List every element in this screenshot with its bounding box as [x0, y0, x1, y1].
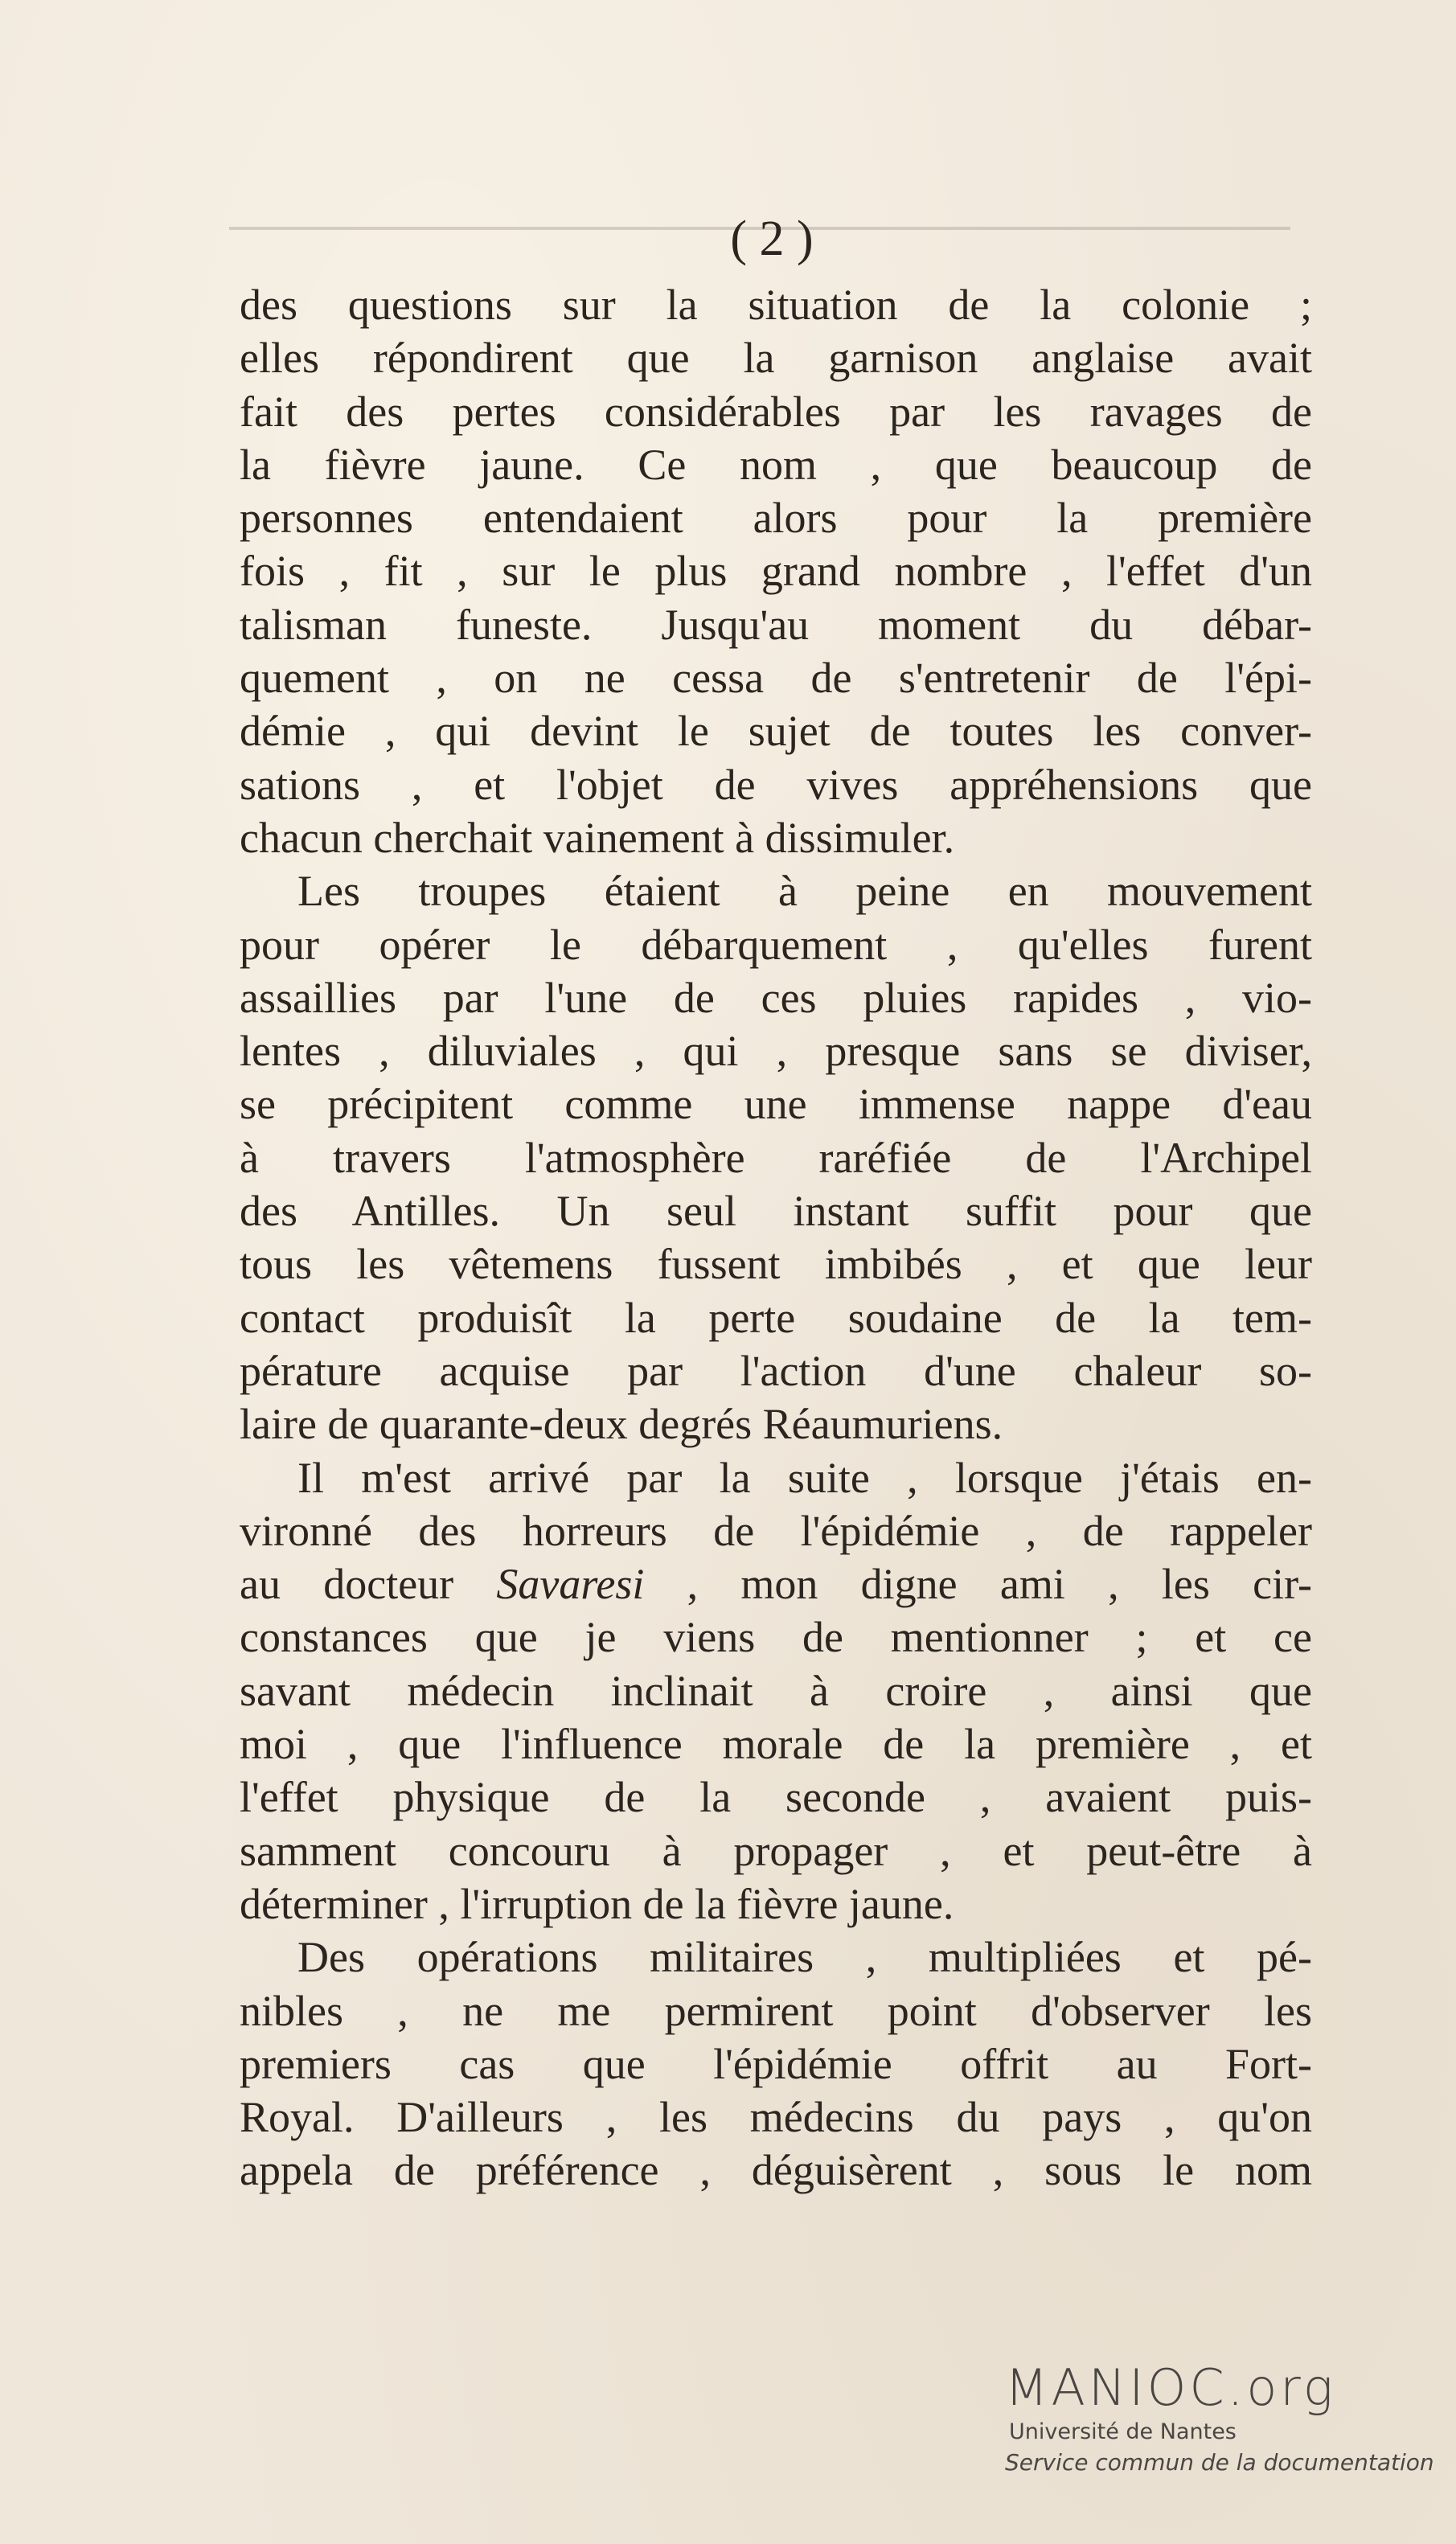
text-line: moi , que l'influence morale de la première , et [240, 1720, 1312, 1769]
text-line: savant médecin inclinait à croire , ainsi que [240, 1666, 1312, 1715]
text-line: nibles , ne me permirent point d'observer les [240, 1986, 1312, 2035]
text-fragment: au docteur [240, 1560, 497, 1609]
text-line: démie , qui devint le sujet de toutes les conver- [240, 707, 1312, 756]
text-line: laire de quarante-deux degrés Réaumuriens. [240, 1400, 1003, 1449]
text-line: Il m'est arrivé par la suite , lorsque j'étais en- [297, 1453, 1312, 1502]
text-line: Des opérations militaires , multipliées et pé- [297, 1933, 1312, 1982]
text-line: quement , on ne cessa de s'entretenir de l'épi- [240, 654, 1312, 703]
text-line: Les troupes étaient à peine en mouvement [297, 867, 1312, 916]
text-line: des Antilles. Un seul instant suffit pour que [240, 1187, 1312, 1236]
text-line: déterminer , l'irruption de la fièvre jaune. [240, 1879, 954, 1928]
text-line: pour opérer le débarquement , qu'elles furent [240, 920, 1312, 969]
text-line: fois , fit , sur le plus grand nombre , l'effet d'un [240, 547, 1312, 596]
page-number: ( 2 ) [730, 211, 814, 266]
text-line: contact produisît la perte soudaine de la tem- [240, 1293, 1312, 1342]
text-line: tous les vêtemens fussent imbibés , et que leur [240, 1240, 1312, 1289]
service-label: Service commun de la documentation [1005, 2449, 1434, 2476]
text-line: la fièvre jaune. Ce nom , que beaucoup de [240, 440, 1312, 489]
text-line: personnes entendaient alors pour la première [240, 494, 1312, 543]
text-line: Royal. D'ailleurs , les médecins du pays , qu'on [240, 2093, 1312, 2142]
manioc-logo: MANIOC.org [1005, 2358, 1336, 2417]
text-fragment: , mon digne ami , les cir- [644, 1560, 1313, 1609]
italic-name: Savaresi [496, 1560, 645, 1609]
text-line: lentes , diluviales , qui , presque sans se diviser, [240, 1027, 1312, 1076]
text-line: talisman funeste. Jusqu'au moment du débar- [240, 600, 1312, 649]
text-line: des questions sur la situation de la colonie ; [240, 281, 1312, 329]
text-line: fait des pertes considérables par les ravages de [240, 387, 1312, 436]
manioc-watermark [1005, 2360, 1434, 2477]
text-line: constances que je viens de mentionner ; et ce [240, 1613, 1312, 1662]
text-line: appela de préférence , déguisèrent , sous le nom [240, 2146, 1312, 2195]
text-line: vironné des horreurs de l'épidémie , de rappeler [240, 1506, 1312, 1555]
text-line: premiers cas que l'épidémie offrit au Fort- [240, 2039, 1312, 2088]
text-line: à travers l'atmosphère raréfiée de l'Archipel [240, 1133, 1312, 1182]
text-line: l'effet physique de la seconde , avaient puis- [240, 1773, 1312, 1822]
text-line: samment concouru à propager , et peut-être à [240, 1826, 1312, 1875]
text-line: chacun cherchait vainement à dissimuler. [240, 813, 955, 862]
text-line: elles répondirent que la garnison anglaise avait [240, 334, 1312, 383]
text-line: se précipitent comme une immense nappe d'eau [240, 1080, 1312, 1129]
text-line: assaillies par l'une de ces pluies rapides , vio- [240, 973, 1312, 1022]
text-line: sations , et l'objet de vives appréhensions que [240, 760, 1312, 809]
text-line [240, 1557, 1312, 1611]
body-text [240, 278, 1312, 2197]
text-line: pérature acquise par l'action d'une chaleur so- [240, 1346, 1312, 1395]
university-label: Université de Nantes [1009, 2419, 1237, 2444]
